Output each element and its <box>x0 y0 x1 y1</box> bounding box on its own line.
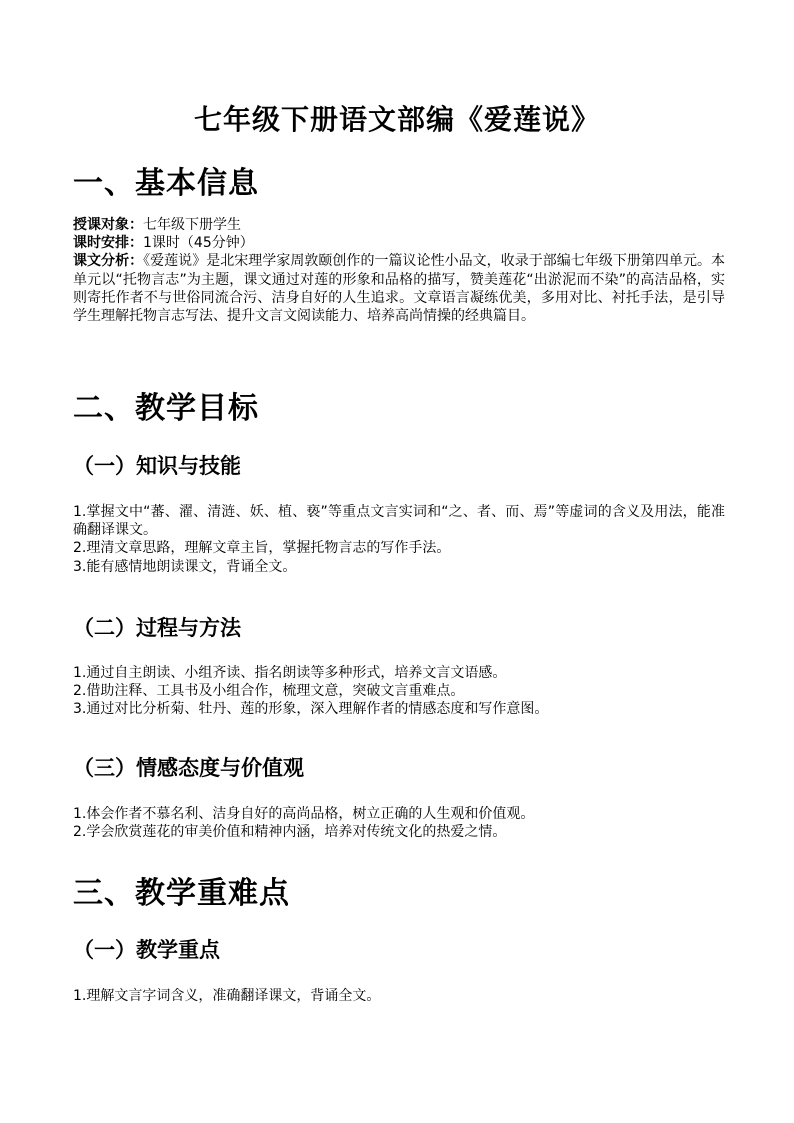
subsection-heading-values: （三）情感态度与价值观 <box>73 756 304 780</box>
list-item: 3.通过对比分析菊、牡丹、莲的形象，深入理解作者的情感态度和写作意图。 <box>73 701 549 718</box>
info-label: 授课对象： <box>73 217 143 233</box>
info-audience <box>73 216 725 234</box>
subsection-heading-key-points: （一）教学重点 <box>73 938 220 962</box>
section-heading-teaching-goals: 二、教学目标 <box>73 391 259 426</box>
list-item: 2.理清文章思路，理解文章主旨，掌握托物言志的写作手法。 <box>73 540 451 557</box>
section-heading-basic-info: 一、基本信息 <box>73 166 259 201</box>
process-method-list <box>73 664 725 719</box>
list-item: 2.学会欣赏莲花的审美价值和精神内涵，培养对传统文化的热爱之情。 <box>73 824 507 841</box>
subsection-heading-process-method: （二）过程与方法 <box>73 616 241 640</box>
section-heading-key-difficulties: 三、教学重难点 <box>73 876 290 911</box>
info-value: 七年级下册学生 <box>143 217 241 233</box>
subsection-heading-knowledge-skills: （一）知识与技能 <box>73 454 241 478</box>
document-title: 七年级下册语文部编《爱莲说》 <box>193 103 600 136</box>
info-label: 课时安排： <box>73 235 143 252</box>
list-item: 1.通过自主朗读、小组齐读、指名朗读等多种形式，培养文言文语感。 <box>73 665 507 681</box>
list-item: 1.理解文言字词含义，准确翻译课文，背诵全文。 <box>73 988 381 1004</box>
info-value: 《爱莲说》是北宋理学家周敦颐创作的一篇议论性小品文，收录于部编七年级下册第四单元。本单元以“托物言志”为主题，课文通过对莲的形象和品格的描写，赞美莲花“出淤泥而不染”的高洁品格，实则寄托作者不与世俗同流合污、洁身自好的人生追求。文章语言凝练优美，多用对比、衬托手法，是引导学生理解托物言志写法、提升文言文阅读能力、培养高尚情操的经典篇目。 <box>73 253 725 325</box>
info-value: 1课时（45分钟） <box>143 235 254 252</box>
list-item: 2.借助注释、工具书及小组合作，梳理文意，突破文言重难点。 <box>73 683 465 700</box>
list-item: 3.能有感情地朗读课文，背诵全文。 <box>73 558 297 575</box>
knowledge-skills-list <box>73 503 725 576</box>
key-points-list <box>73 987 725 1005</box>
info-label: 课文分析： <box>73 253 144 270</box>
values-list <box>73 805 725 841</box>
list-item: 1.体会作者不慕名利、洁身自好的高尚品格，树立正确的人生观和价值观。 <box>73 806 535 822</box>
list-item: 1.掌握文中“蕃、濯、清涟、妖、植、亵”等重点文言实词和“之、者、而、焉”等虚词的含义及用法，能准确翻译课文。 <box>73 504 725 539</box>
basic-info-block <box>73 216 725 325</box>
info-analysis <box>73 252 725 325</box>
info-schedule <box>73 234 725 252</box>
